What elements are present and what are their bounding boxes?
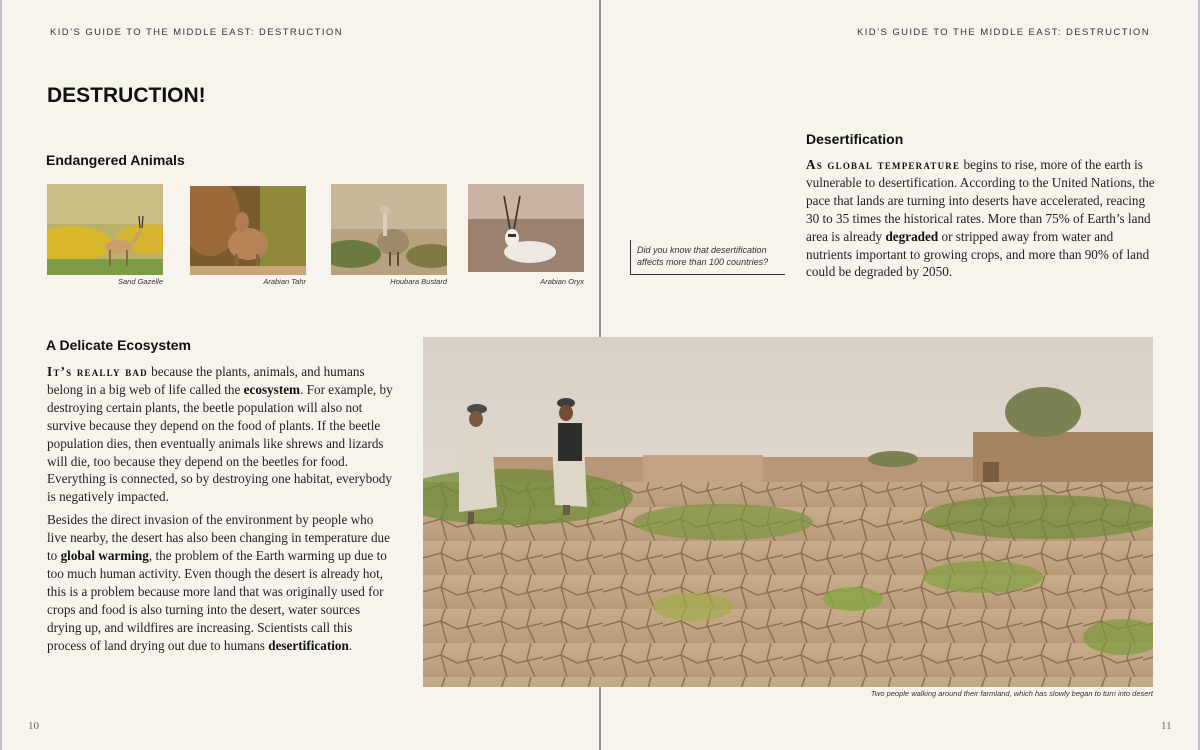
desertification-lead-in: As global temperature [806,157,961,172]
ecosystem-p2-text: Besides the direct invasion of the environment by people who live nearby, the desert has also been changing in temperature due to [47,512,390,564]
degraded-term: degraded [885,228,939,244]
ecosystem-body [47,363,393,660]
ecosystem-heading: A Delicate Ecosystem [46,337,191,353]
desertification-text: begins to rise, more of the earth is vulnerable to desertification. According to the United Nations, the pace that lands are turning into deserts have accelerated, reacing 30 to 35 times the historical rates. More than 75% of Earth’s land area is already [806,157,1155,244]
ecosystem-term: ecosystem [243,381,301,397]
arabian-oryx-photo [468,184,584,272]
arabian-tahr-photo [190,186,306,275]
houbara-bustard-photo [331,184,447,275]
desertification-body [806,156,1158,286]
ecosystem-lead-in: It’s really bad [47,364,148,379]
ecosystem-paragraph-1 [47,363,393,506]
running-header-left: KID’S GUIDE TO THE MIDDLE EAST: DESTRUCTION [50,27,343,38]
ecosystem-p2-text-3: . [348,637,353,653]
desertification-term: desertification [268,637,349,653]
did-you-know-callout: Did you know that desertification affects more than 100 countries? [630,240,785,275]
ecosystem-p1-text-2: . For example, by destroying certain plants, the beetle population will also not survive because they depend on the food of plants. If the beetle population dies, then eventually animals like shrews and lizards will die, too because they depend on the beetles for food. Everything is connected, so by destroying one habitat, everybody is negatively impacted. [47,381,393,505]
sand-gazelle-caption: Sand Gazelle [117,277,163,286]
page-title: DESTRUCTION! [47,84,206,107]
desertification-text-2: or stripped away from water and nutrients important to growing crops, and more than 90% of land could be degraded by 2050. [806,228,1150,280]
farmland-photo-caption: Two people walking around their farmland, which has slowly began to turn into desert [870,689,1153,698]
desertification-paragraph [806,156,1158,281]
page-edge-left [0,0,2,750]
desertification-heading: Desertification [806,131,904,147]
endangered-animals-heading: Endangered Animals [46,152,185,168]
ecosystem-p2-text-2: , the problem of the Earth warming up due to too much human activity. Even though the desert is already hot, this is a problem because more land that was originally used for crops and food is also turning into the desert, water sources drying up, and wildfires are increasing. Scientists call this process of land drying out due to humans [47,548,387,653]
page-number-left: 10 [28,720,39,732]
sand-gazelle-photo [47,184,163,275]
houbara-bustard-caption: Houbara Bustard [390,277,447,286]
arabian-oryx-caption: Arabian Oryx [540,277,584,286]
ecosystem-paragraph-2 [47,511,393,654]
page-number-right: 11 [1161,720,1172,732]
global-warming-term: global warming [60,548,149,564]
ecosystem-p1-text: because the plants, animals, and humans belong in a big web of life called the [47,364,365,397]
farmland-photo [423,337,1153,687]
arabian-tahr-caption: Arabian Tahr [263,277,306,286]
running-header-right: KID’S GUIDE TO THE MIDDLE EAST: DESTRUCTION [857,27,1150,38]
